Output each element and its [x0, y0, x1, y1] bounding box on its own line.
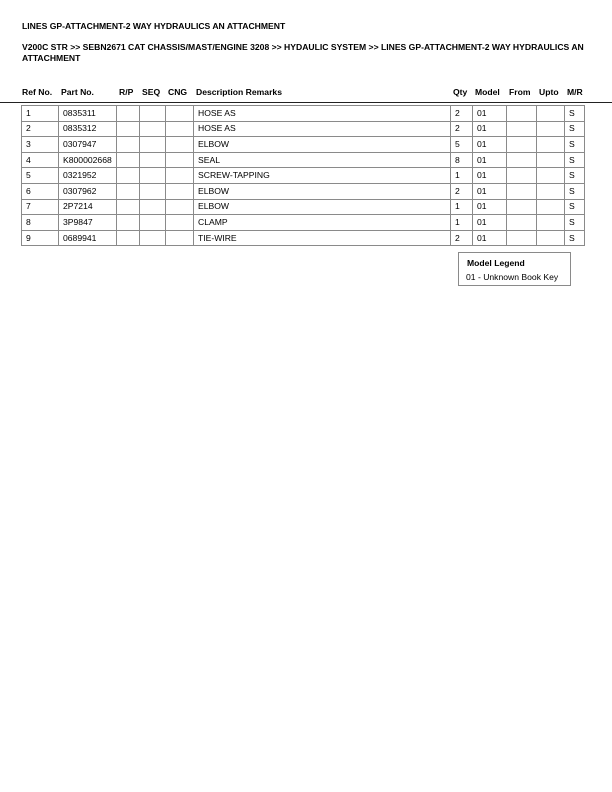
- header-rp: R/P: [119, 87, 134, 97]
- header-divider: [0, 102, 612, 103]
- cell-seq: [140, 199, 166, 215]
- cell-cng: [166, 183, 194, 199]
- cell-description: HOSE AS: [194, 121, 451, 137]
- cell-cng: [166, 137, 194, 153]
- header-part-no: Part No.: [61, 87, 94, 97]
- table-row: [22, 215, 585, 231]
- cell-qty: 8: [451, 152, 473, 168]
- cell-mr: S: [565, 230, 585, 246]
- cell-mr: S: [565, 168, 585, 184]
- cell-cng: [166, 106, 194, 122]
- cell-part-no: 0307947: [59, 137, 117, 153]
- cell-model: 01: [473, 168, 507, 184]
- cell-seq: [140, 215, 166, 231]
- cell-upto: [537, 199, 565, 215]
- cell-from: [507, 215, 537, 231]
- cell-upto: [537, 215, 565, 231]
- cell-description: SCREW-TAPPING: [194, 168, 451, 184]
- cell-model: 01: [473, 137, 507, 153]
- cell-upto: [537, 152, 565, 168]
- cell-upto: [537, 121, 565, 137]
- cell-description: HOSE AS: [194, 106, 451, 122]
- cell-rp: [117, 121, 140, 137]
- cell-from: [507, 137, 537, 153]
- cell-part-no: 0307962: [59, 183, 117, 199]
- cell-qty: 2: [451, 230, 473, 246]
- cell-model: 01: [473, 152, 507, 168]
- cell-seq: [140, 230, 166, 246]
- header-description: Description Remarks: [196, 87, 282, 97]
- cell-part-no: K800002668: [59, 152, 117, 168]
- cell-seq: [140, 183, 166, 199]
- cell-ref: 8: [22, 215, 59, 231]
- cell-description: SEAL: [194, 152, 451, 168]
- cell-part-no: 0835312: [59, 121, 117, 137]
- cell-cng: [166, 199, 194, 215]
- cell-rp: [117, 215, 140, 231]
- cell-rp: [117, 199, 140, 215]
- cell-ref: 3: [22, 137, 59, 153]
- cell-cng: [166, 230, 194, 246]
- cell-cng: [166, 215, 194, 231]
- cell-upto: [537, 106, 565, 122]
- cell-mr: S: [565, 152, 585, 168]
- header-ref-no: Ref No.: [22, 87, 53, 97]
- header-seq: SEQ: [142, 87, 161, 97]
- column-headers: [0, 87, 612, 99]
- cell-mr: S: [565, 199, 585, 215]
- page-title: LINES GP-ATTACHMENT-2 WAY HYDRAULICS AN ATTACHMENT: [22, 21, 286, 31]
- cell-model: 01: [473, 106, 507, 122]
- cell-rp: [117, 168, 140, 184]
- table-row: [22, 230, 585, 246]
- cell-ref: 2: [22, 121, 59, 137]
- parts-table: [21, 105, 585, 246]
- cell-qty: 2: [451, 121, 473, 137]
- cell-seq: [140, 137, 166, 153]
- cell-upto: [537, 230, 565, 246]
- header-upto: Upto: [539, 87, 559, 97]
- model-legend-title: Model Legend: [467, 258, 525, 268]
- cell-cng: [166, 168, 194, 184]
- cell-qty: 5: [451, 137, 473, 153]
- model-legend-item: 01 - Unknown Book Key: [466, 272, 559, 282]
- cell-qty: 2: [451, 183, 473, 199]
- cell-upto: [537, 137, 565, 153]
- cell-ref: 1: [22, 106, 59, 122]
- cell-from: [507, 152, 537, 168]
- cell-qty: 2: [451, 106, 473, 122]
- cell-mr: S: [565, 137, 585, 153]
- cell-qty: 1: [451, 199, 473, 215]
- cell-upto: [537, 183, 565, 199]
- cell-from: [507, 230, 537, 246]
- cell-description: ELBOW: [194, 183, 451, 199]
- cell-ref: 7: [22, 199, 59, 215]
- cell-seq: [140, 121, 166, 137]
- cell-model: 01: [473, 199, 507, 215]
- cell-rp: [117, 137, 140, 153]
- cell-upto: [537, 168, 565, 184]
- table-row: [22, 183, 585, 199]
- cell-part-no: 2P7214: [59, 199, 117, 215]
- cell-cng: [166, 152, 194, 168]
- cell-part-no: 3P9847: [59, 215, 117, 231]
- cell-mr: S: [565, 183, 585, 199]
- cell-model: 01: [473, 183, 507, 199]
- cell-ref: 5: [22, 168, 59, 184]
- cell-rp: [117, 183, 140, 199]
- cell-description: TIE-WIRE: [194, 230, 451, 246]
- table-row: [22, 168, 585, 184]
- cell-ref: 9: [22, 230, 59, 246]
- cell-mr: S: [565, 121, 585, 137]
- header-qty: Qty: [453, 87, 468, 97]
- cell-from: [507, 168, 537, 184]
- cell-rp: [117, 106, 140, 122]
- header-cng: CNG: [168, 87, 188, 97]
- table-row: [22, 152, 585, 168]
- cell-model: 01: [473, 230, 507, 246]
- cell-from: [507, 199, 537, 215]
- cell-mr: S: [565, 215, 585, 231]
- table-row: [22, 106, 585, 122]
- cell-qty: 1: [451, 215, 473, 231]
- header-mr: M/R: [567, 87, 583, 97]
- model-legend: [458, 252, 571, 286]
- cell-from: [507, 183, 537, 199]
- header-model: Model: [475, 87, 500, 97]
- cell-ref: 4: [22, 152, 59, 168]
- cell-rp: [117, 230, 140, 246]
- breadcrumb: V200C STR >> SEBN2671 CAT CHASSIS/MAST/ENGINE 3208 >> HYDAULIC SYSTEM >> LINES GP-ATTACHMENT-2 WAY HYDRAULICS AN ATTACHMENT: [22, 42, 584, 63]
- cell-seq: [140, 152, 166, 168]
- cell-model: 01: [473, 215, 507, 231]
- cell-seq: [140, 106, 166, 122]
- cell-description: ELBOW: [194, 199, 451, 215]
- header-from: From: [509, 87, 531, 97]
- cell-part-no: 0689941: [59, 230, 117, 246]
- cell-ref: 6: [22, 183, 59, 199]
- cell-seq: [140, 168, 166, 184]
- cell-cng: [166, 121, 194, 137]
- cell-qty: 1: [451, 168, 473, 184]
- table-row: [22, 199, 585, 215]
- table-row: [22, 121, 585, 137]
- cell-from: [507, 121, 537, 137]
- cell-model: 01: [473, 121, 507, 137]
- cell-part-no: 0835311: [59, 106, 117, 122]
- table-row: [22, 137, 585, 153]
- cell-rp: [117, 152, 140, 168]
- cell-mr: S: [565, 106, 585, 122]
- cell-description: CLAMP: [194, 215, 451, 231]
- cell-part-no: 0321952: [59, 168, 117, 184]
- cell-from: [507, 106, 537, 122]
- cell-description: ELBOW: [194, 137, 451, 153]
